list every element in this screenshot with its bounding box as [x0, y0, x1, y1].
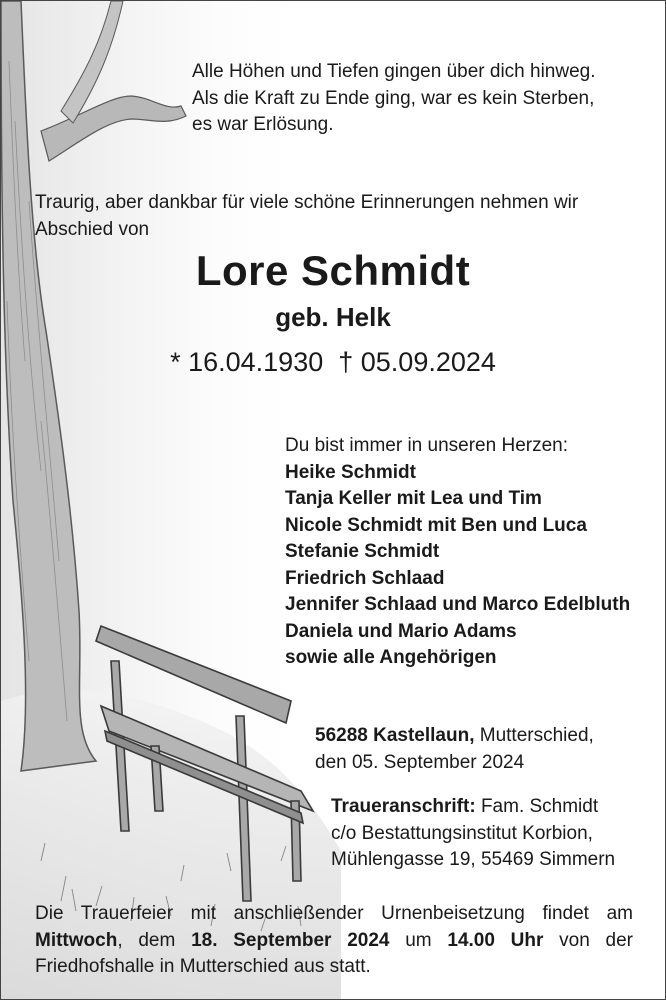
notice-line: Die Trauerfeier mit anschließender Urnenbeisetzung findet am [35, 903, 633, 924]
notice-line-datetime [35, 928, 633, 955]
notice-sep: von der [543, 929, 634, 951]
place-rest: Mutterschied, [474, 725, 594, 746]
mourner-name: Heike Schmidt [285, 461, 416, 483]
intro-line: Abschied von [35, 218, 150, 240]
life-dates [1, 343, 665, 381]
maiden-name: geb. Helk [275, 302, 391, 332]
mourning-address [331, 794, 615, 874]
address-line: c/o Bestattungsinstitut Korbion, [331, 822, 593, 844]
mourner-name: Stefanie Schmidt [285, 541, 440, 562]
deceased-name: Lore Schmidt [195, 247, 471, 294]
mourners-list [285, 433, 630, 672]
place-and-date [315, 723, 594, 776]
mourners-heading: Du bist immer in unseren Herzen: [285, 435, 568, 456]
notice-sep: um [389, 929, 448, 951]
address-lines [481, 794, 598, 821]
mourner-name: Daniela und Mario Adams [285, 620, 517, 642]
place-line [315, 723, 594, 750]
poem-line: Als die Kraft zu Ende ging, war es kein Sterben, [192, 87, 595, 109]
notice-line: Friedhofshalle in Mutterschied aus statt. [35, 956, 371, 977]
place-bold: 56288 Kastellaun, [315, 725, 475, 746]
mourner-name: Friedrich Schlaad [285, 567, 445, 589]
notice-weekday: Mittwoch [35, 929, 118, 951]
notice-date: 18. September 2024 [191, 929, 390, 951]
poem [192, 59, 596, 139]
mourner-name: sowie alle Angehörigen [285, 647, 497, 668]
address-label: Traueranschrift: [331, 796, 476, 817]
poem-line: Alle Höhen und Tiefen gingen über dich hinweg. [192, 61, 596, 82]
notice-time: 14.00 Uhr [447, 929, 544, 951]
address-line: Mühlengasse 19, 55469 Simmern [331, 849, 616, 870]
mourner-name: Nicole Schmidt mit Ben und Luca [285, 514, 587, 536]
death-date: † 05.09.2024 [338, 347, 496, 377]
funeral-notice [35, 901, 633, 981]
date-line: den 05. September 2024 [315, 751, 525, 773]
intro-line: Traurig, aber dankbar für viele schöne Erinnerungen nehmen wir [35, 192, 579, 213]
birth-date: * 16.04.1930 [170, 347, 324, 377]
notice-sep: , dem [117, 929, 192, 951]
poem-line: es war Erlösung. [192, 114, 334, 135]
mourner-name: Jennifer Schlaad und Marco Edelbluth [285, 594, 631, 615]
mourner-name: Tanja Keller mit Lea und Tim [285, 488, 542, 509]
address-line: Fam. Schmidt [480, 796, 599, 817]
intro-text [35, 190, 578, 243]
